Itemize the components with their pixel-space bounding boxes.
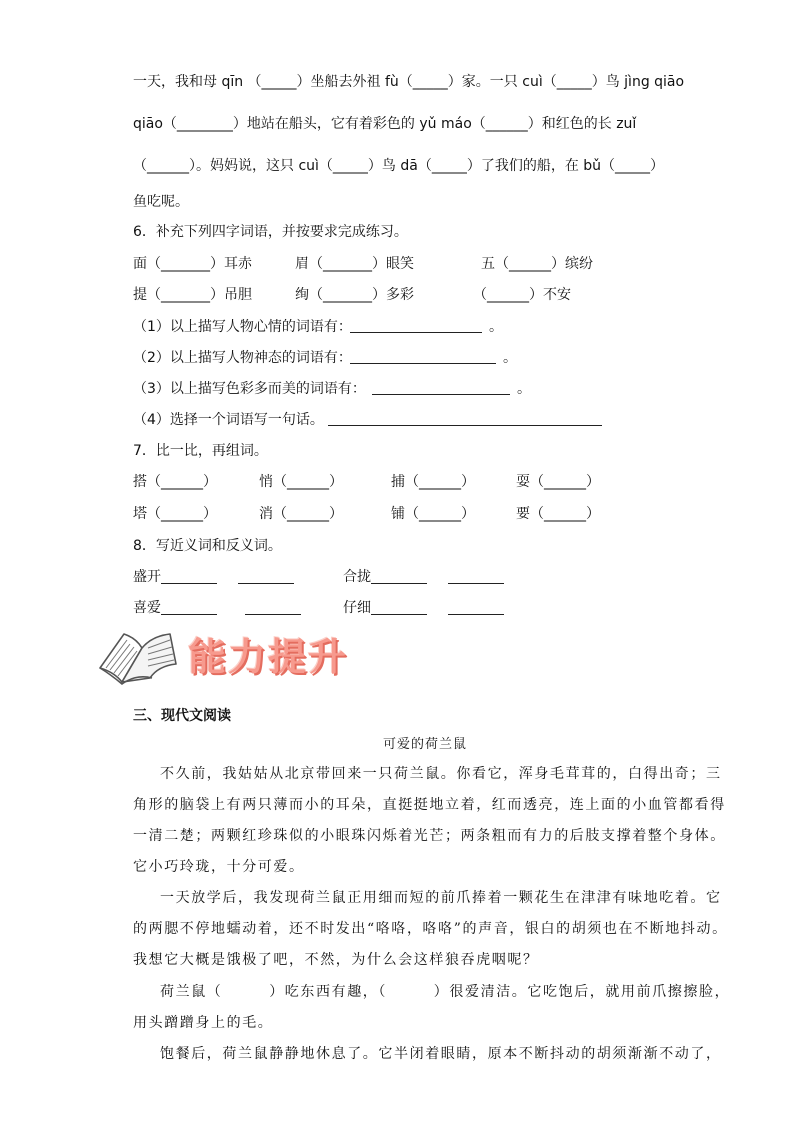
- section-heading: 三、现代文阅读: [133, 708, 231, 724]
- answer-line[interactable]: [350, 332, 482, 333]
- article-line: 角形的脑袋上有两只薄而小的耳朵，直挺挺地立着，红而透亮，连上面的小血管都看得: [133, 797, 726, 813]
- passage-line-4: 鱼吃呢。: [133, 194, 189, 210]
- article-line: 用头蹭蹭身上的毛。: [133, 1015, 274, 1031]
- answer-line[interactable]: [161, 583, 217, 584]
- answer-line[interactable]: [328, 425, 602, 426]
- answer-line[interactable]: [372, 394, 510, 395]
- answer-line[interactable]: [238, 583, 294, 584]
- passage-line-1: 一天，我和母 qīn （_____）坐船去外祖 fù（_____）家。一只 cuì（_____）鸟 jìng qiāo: [133, 74, 685, 90]
- article-title: 可爱的荷兰鼠: [383, 737, 468, 752]
- article-line: 荷兰鼠（ ）吃东西有趣，（ ）很爱清洁。它吃饱后，就用前爪擦擦脸，: [160, 984, 731, 1000]
- article-line: 一天放学后，我发现荷兰鼠正用细而短的前爪捧着一颗花生在津津有味地吃着。它: [160, 890, 722, 906]
- q7-char: 塔（______）: [133, 506, 217, 522]
- q6-sub-1: （1）以上描写人物心情的词语有：: [133, 319, 352, 335]
- article-line: 我想它大概是饿极了吧，不然，为什么会这样狼吞虎咽呢？: [133, 952, 539, 968]
- q6-word-2: 眉（_______）眼笑: [295, 256, 414, 272]
- q6-sub-2: （2）以上描写人物神态的词语有：: [133, 350, 352, 366]
- article-line: 一清二楚；两颗红珍珠似的小眼珠闪烁着光芒；两条粗而有力的后肢支撑着整个身体。: [133, 828, 726, 844]
- q7-char: 铺（______）: [391, 506, 475, 522]
- q6-word-1: 面（_______）耳赤: [133, 256, 252, 272]
- period-mark: 。: [503, 350, 517, 366]
- q8-word: 盛开: [133, 569, 161, 585]
- article-line: 它小巧玲珑，十分可爱。: [133, 859, 305, 875]
- answer-line[interactable]: [161, 614, 217, 615]
- q6-word-3: 五（______）缤纷: [481, 256, 593, 272]
- q6-sub-3: （3）以上描写色彩多而美的词语有：: [133, 381, 366, 397]
- q6-word-5: 绚（_______）多彩: [295, 287, 414, 303]
- q7-char: 悄（______）: [259, 474, 343, 490]
- answer-line[interactable]: [371, 583, 427, 584]
- answer-line[interactable]: [245, 614, 301, 615]
- q6-word-4: 提（_______）吊胆: [133, 287, 252, 303]
- q6-title: 6．补充下列四字词语，并按要求完成练习。: [133, 224, 408, 240]
- q7-char: 耍（______）: [516, 474, 600, 490]
- period-mark: 。: [489, 319, 503, 335]
- article-line: 的两腮不停地蠕动着，还不时发出“咯咯，咯咯”的声音，银白的胡须也在不断地抖动。: [133, 921, 728, 937]
- article-line: 不久前，我姑姑从北京带回来一只荷兰鼠。你看它，浑身毛茸茸的，白得出奇；三: [160, 766, 722, 782]
- q7-char: 消（______）: [259, 506, 343, 522]
- answer-line[interactable]: [448, 583, 504, 584]
- answer-line[interactable]: [371, 614, 427, 615]
- article-line: 饱餐后，荷兰鼠静静地休息了。它半闭着眼睛，原本不断抖动的胡须渐渐不动了，: [160, 1046, 722, 1062]
- answer-line[interactable]: [448, 614, 504, 615]
- passage-line-3: （______）。妈妈说，这只 cuì（_____）鸟 dā（_____）了我们的船，在 bǔ（_____）: [133, 158, 665, 174]
- q7-char: 搭（______）: [133, 474, 217, 490]
- q8-word: 仔细: [343, 600, 371, 616]
- q6-sub-4: （4）选择一个词语写一句话。: [133, 412, 324, 428]
- q6-word-6: （______）不安: [473, 287, 571, 303]
- answer-line[interactable]: [350, 363, 496, 364]
- passage-line-2: qiāo（________）地站在船头，它有着彩色的 yǔ máo（______）和红色的长 zuǐ: [133, 116, 637, 132]
- q7-title: 7．比一比，再组词。: [133, 443, 268, 459]
- period-mark: 。: [517, 381, 531, 397]
- q8-word: 喜爱: [133, 600, 161, 616]
- ability-banner-title: 能力提升: [188, 635, 349, 679]
- q7-char: 要（______）: [516, 506, 600, 522]
- q8-title: 8．写近义词和反义词。: [133, 538, 282, 554]
- open-book-icon: [96, 628, 180, 686]
- q7-char: 捕（______）: [391, 474, 475, 490]
- q8-word: 合拢: [343, 569, 371, 585]
